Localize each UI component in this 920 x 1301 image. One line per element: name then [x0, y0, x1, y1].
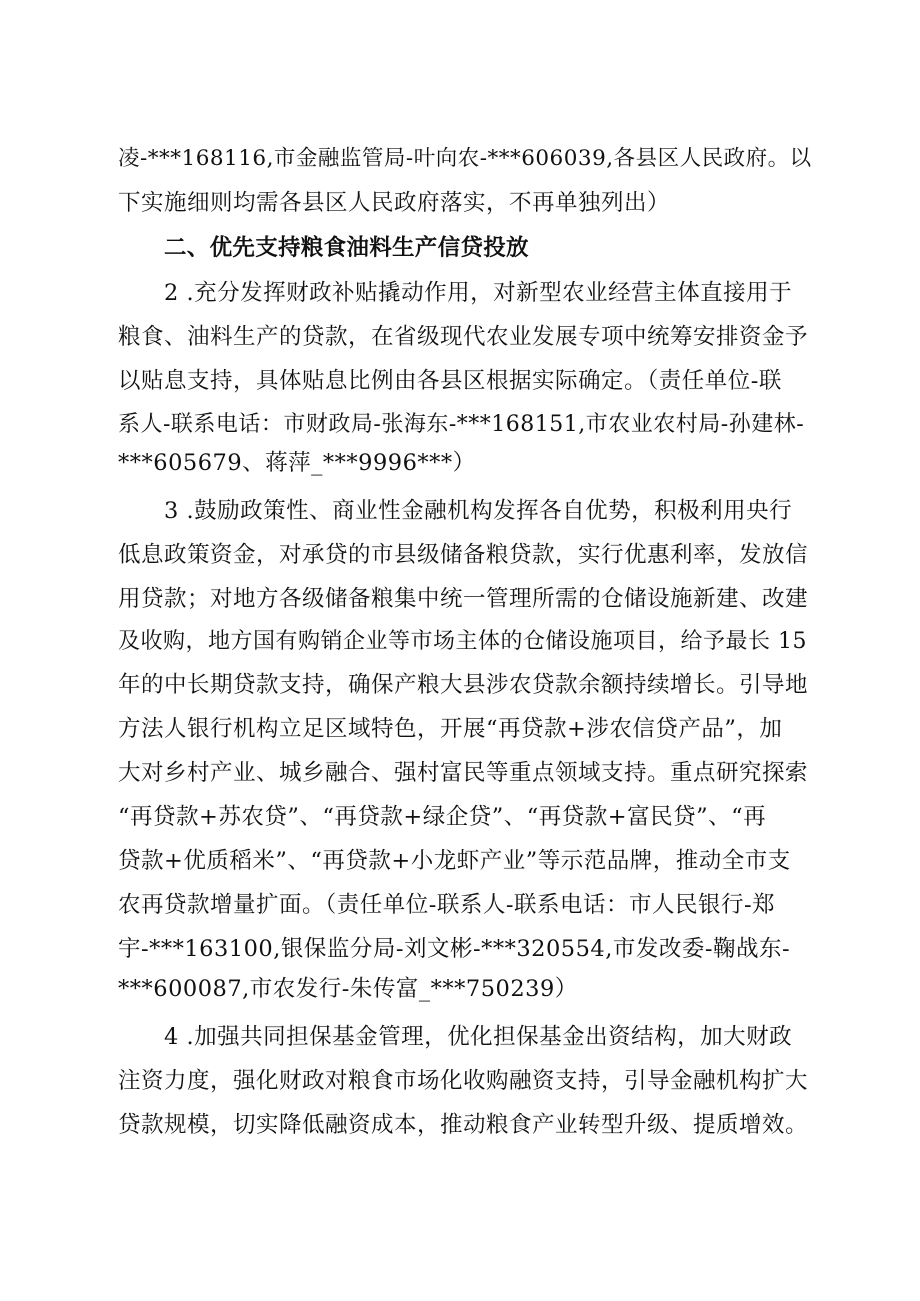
body-text-line: 下实施细则均需各县区人民政府落实，不再单独列出）	[118, 190, 671, 216]
body-text-line: 贷款规模，切实降低融资成本，推动粮食产业转型升级、提质增效。	[118, 1112, 809, 1138]
body-text-line: 农再贷款增量扩面。（责任单位-联系人-联系电话：市人民银行-郑	[118, 892, 776, 918]
body-text-line: 大对乡村产业、城乡融合、强村富民等重点领域支持。重点研究探索	[118, 760, 809, 786]
body-text-line: ***605679、蒋萍_***9996***）	[118, 450, 476, 476]
body-text-line: ***600087,市农发行-朱传富_***750239）	[118, 976, 578, 1002]
body-text-line: 凌-***168116,市金融监管局-叶向农-***606039,各县区人民政府。以	[118, 146, 812, 171]
section-heading: 二、优先支持粮食油料生产信贷投放	[164, 235, 529, 261]
body-text-line: 宇-***163100,银保监分局-刘文彬-***320554,市发改委-鞠战东-	[118, 936, 791, 962]
body-text-line: 贷款+优质稻米”、“再贷款+小龙虾产业”等示范品牌，推动全市支	[118, 848, 791, 874]
body-text-line: 3 .鼓励政策性、商业性金融机构发挥各自优势，积极利用央行	[164, 498, 793, 524]
body-text-line: 系人-联系电话：市财政局-张海东-***168151,市农业农村局-孙建林-	[118, 412, 805, 437]
body-text-line: 注资力度，强化财政对粮食市场化收购融资支持，引导金融机构扩大	[118, 1068, 809, 1094]
body-text-line: 4 .加强共同担保基金管理，优化担保基金出资结构，加大财政	[164, 1024, 793, 1050]
body-text-line: 低息政策资金，对承贷的市县级储备粮贷款，实行优惠利率，发放信	[118, 542, 809, 568]
body-text-line: 以贴息支持，具体贴息比例由各县区根据实际确定。（责任单位-联	[118, 368, 782, 394]
body-text-line: “再贷款+苏农贷”、“再贷款+绿企贷”、“再贷款+富民贷”、“再	[118, 804, 767, 830]
body-text-line: 年的中长期贷款支持，确保产粮大县涉农贷款余额持续增长。引导地	[118, 672, 809, 698]
body-text-line: 粮食、油料生产的贷款，在省级现代农业发展专项中统筹安排资金予	[118, 324, 809, 350]
body-text-line: 方法人银行机构立足区域特色，开展“再贷款+涉农信贷产品”，加	[118, 716, 783, 742]
body-text-line: 2 .充分发挥财政补贴撬动作用，对新型农业经营主体直接用于	[164, 280, 793, 306]
body-text-line: 及收购，地方国有购销企业等市场主体的仓储设施项目，给予最长 15	[118, 629, 807, 654]
body-text-line: 用贷款；对地方各级储备粮集中统一管理所需的仓储设施新建、改建	[118, 586, 809, 612]
